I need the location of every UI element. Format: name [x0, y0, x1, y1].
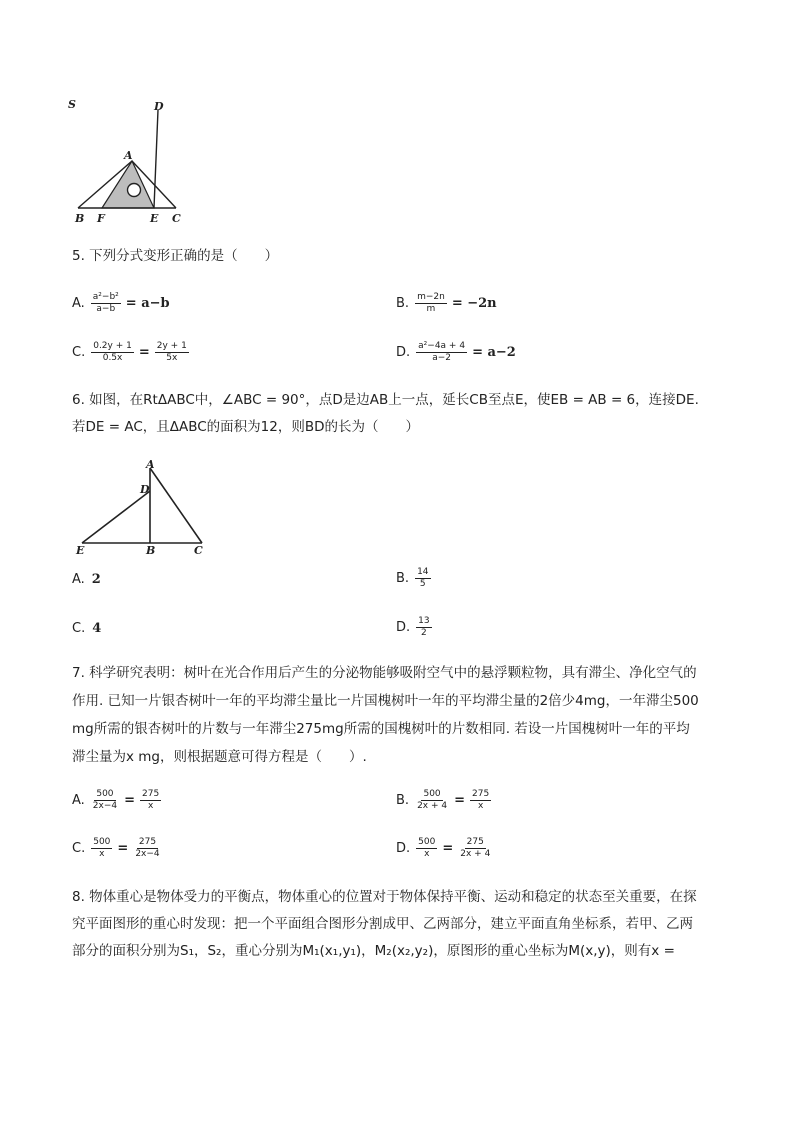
option-label: D.: [396, 620, 411, 635]
q6-option-b[interactable]: [396, 567, 433, 590]
fraction: $\frac{500}{2x + 4}$: [417, 789, 448, 811]
option-label: A.: [72, 793, 85, 808]
option-label: B.: [396, 793, 410, 808]
label-d: D: [140, 483, 150, 496]
question-7-line-2: 作用. 已知一片银杏树叶一年的平均滞尘量比一片国槐树叶一年的平均滞尘量的2倍少4mg，一年滞尘500: [72, 693, 699, 709]
question-8-line-2: 究平面图形的重心时发现：把一个平面组合图形分割成甲、乙两部分，建立平面直角坐标系，若甲、乙两: [72, 916, 693, 932]
fraction: $\frac{m-2n}{m}$: [417, 292, 445, 314]
question-5-stem: 5. 下列分式变形正确的是（ ）: [72, 248, 279, 264]
label-b: B: [146, 544, 156, 557]
label-b: B: [75, 212, 85, 225]
label-a: A: [124, 149, 133, 162]
fraction: $\frac{13}{2}$: [418, 616, 430, 638]
question-7-line-1: 7. 科学研究表明：树叶在光合作用后产生的分泌物能够吸附空气中的悬浮颗粒物，具有滞尘、净化空气的: [72, 665, 697, 681]
fraction: $\frac{14}{5}$: [417, 567, 429, 589]
q6-option-d[interactable]: [396, 616, 434, 639]
label-c: C: [194, 544, 203, 557]
rhs: = a−b: [125, 296, 170, 311]
fraction: $\frac{275}{x}$: [142, 789, 160, 811]
fraction: $\frac{0.2y + 1}{0.5x}$: [93, 341, 132, 363]
fraction: $\frac{275}{x}$: [472, 789, 490, 811]
question-7-line-4: 滞尘量为x mg，则根据题意可得方程是（ ）.: [72, 749, 367, 765]
question-8-line-1: 8. 物体重心是物体受力的平衡点，物体重心的位置对于物体保持平衡、运动和稳定的状态至关重要，在探: [72, 889, 697, 905]
label-d: D: [154, 100, 164, 113]
triangle-figure-1: [62, 96, 202, 228]
q7-option-d[interactable]: [396, 837, 494, 860]
q6-option-c[interactable]: [72, 621, 104, 636]
segment-ac: [150, 468, 202, 543]
label-s: S: [68, 98, 76, 111]
option-label: D.: [396, 345, 411, 360]
question-6-line-2: 若DE = AC，且ΔABC的面积为12，则BD的长为（ ）: [72, 419, 419, 435]
label-a: A: [146, 458, 155, 471]
equals-sign: =: [124, 793, 136, 808]
option-label: B.: [396, 296, 410, 311]
equals-sign: =: [442, 841, 454, 856]
label-e: E: [150, 212, 159, 225]
option-label: C.: [72, 841, 86, 856]
triangle-figure-2: [72, 456, 212, 558]
fraction: $\frac{500}{x}$: [93, 837, 111, 859]
q5-option-a[interactable]: [72, 292, 173, 315]
segment-ed: [154, 110, 158, 208]
equals-sign: =: [454, 793, 466, 808]
question-8-line-3: 部分的面积分别为S₁，S₂，重心分别为M₁(x₁,y₁)，M₂(x₂,y₂)，原图形的重心坐标为M(x,y)，则有x =: [72, 943, 675, 959]
fraction: $\frac{275}{2x-4}$: [135, 837, 160, 859]
q5-option-b[interactable]: [396, 292, 500, 315]
segment-ed: [82, 491, 150, 543]
fraction: $\frac{\text{a²−4a + 4}}{a-2}$: [418, 341, 466, 363]
q7-option-b[interactable]: [396, 789, 493, 812]
option-value: 4: [92, 621, 102, 636]
option-label: A.: [72, 572, 85, 587]
question-6-line-1: 6. 如图，在RtΔABC中，∠ABC = 90°，点D是边AB上一点，延长CB至点E，使EB = AB = 6，连接DE.: [72, 392, 699, 408]
option-label: C.: [72, 621, 86, 636]
fraction: $\frac{2y + 1}{5x}$: [156, 341, 187, 363]
shaded-region: [102, 161, 154, 208]
fraction: $\frac{500}{2x-4}$: [92, 789, 118, 811]
q5-option-c[interactable]: [72, 341, 191, 364]
option-value: 2: [91, 572, 101, 587]
hole-circle: [128, 184, 141, 197]
equals-sign: =: [117, 841, 129, 856]
option-label: C.: [72, 345, 86, 360]
q5-option-d[interactable]: [396, 341, 519, 364]
q6-option-a[interactable]: [72, 572, 104, 587]
fraction: $\frac{275}{2x + 4}$: [460, 837, 491, 859]
q7-option-c[interactable]: [72, 837, 164, 860]
fraction: $\frac{500}{x}$: [418, 837, 436, 859]
fraction: $\frac{\text{a²−b²}}{a-b}$: [92, 292, 119, 314]
rhs: = −2n: [451, 296, 497, 311]
label-e: E: [76, 544, 85, 557]
option-label: A.: [72, 296, 85, 311]
option-label: B.: [396, 571, 410, 586]
q7-option-a[interactable]: [72, 789, 163, 812]
option-label: D.: [396, 841, 411, 856]
label-f: F: [97, 212, 105, 225]
equals-sign: =: [138, 345, 150, 360]
question-7-line-3: mg所需的银杏树叶的片数与一年滞尘275mg所需的国槐树叶的片数相同. 若设一片国槐树叶一年的平均: [72, 721, 690, 737]
label-c: C: [172, 212, 181, 225]
rhs: = a−2: [472, 345, 516, 360]
